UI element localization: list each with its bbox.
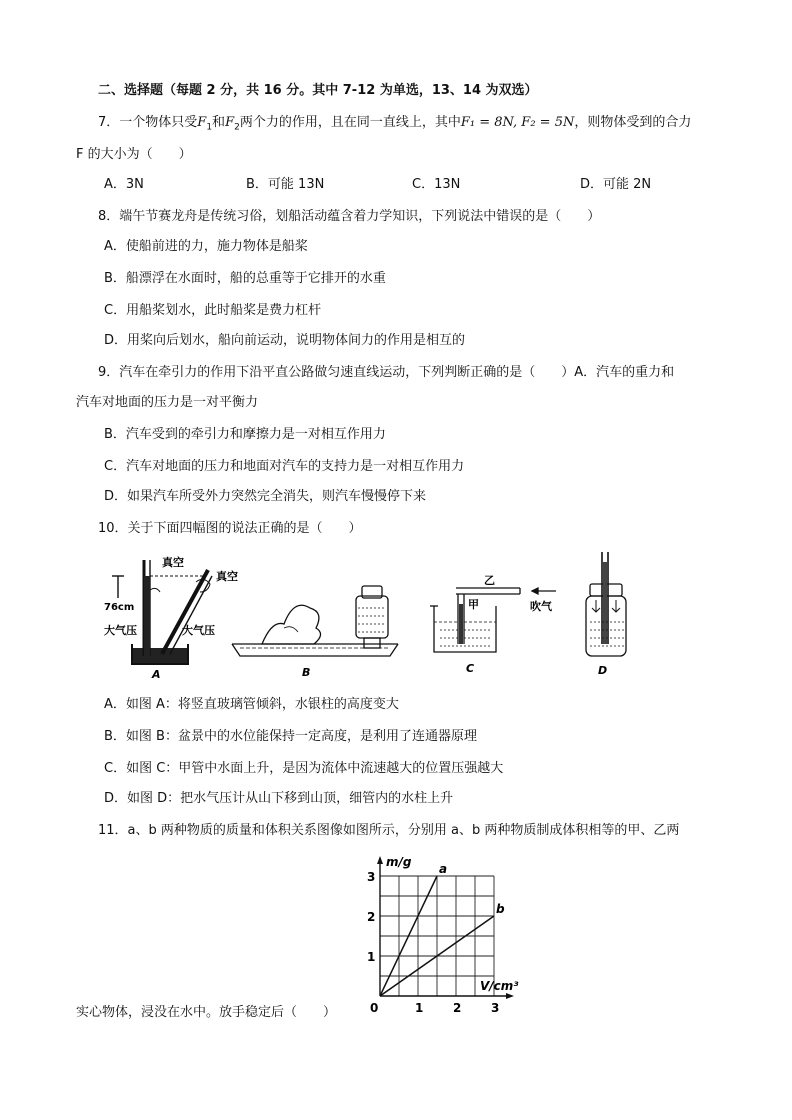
q7-f1-sub: 1 (206, 122, 213, 133)
x-axis-label: V/cm³ (480, 979, 519, 993)
q7-f2: F (225, 115, 235, 130)
q9-option-c: C．汽车对地面的压力和地面对汽车的支持力是一对相互作用力 (104, 459, 465, 474)
figure-b-bonsai (232, 586, 398, 656)
x-tick-label: 0 (370, 1001, 379, 1015)
y-tick-label: 1 (367, 950, 376, 964)
fig-a-vacuum-label-2: 真空 (216, 570, 238, 583)
fig-c-jia-label: 甲 (468, 598, 479, 611)
fig-a-height-label: 76cm (104, 602, 135, 613)
q7-stem-line1 (98, 114, 691, 137)
q8-option-c: C．用船桨划水，此时船桨是费力杠杆 (104, 303, 322, 318)
q7-stem-b: 两个力的作用，且在同一直线上，其中 (239, 115, 461, 130)
x-axis-arrow (506, 993, 514, 999)
y-axis-label: m/g (386, 855, 412, 869)
q11-stem-line2: 实心物体，浸没在水中。放手稳定后（ ） (76, 1005, 337, 1020)
y-axis-arrow (377, 856, 383, 864)
figure-c-blowing (430, 588, 556, 652)
q8-option-a: A．使船前进的力，施力物体是船桨 (104, 239, 308, 254)
fig-d-letter: D (598, 664, 608, 677)
q10-option-d: D．如图 D：把水气压计从山下移到山顶，细管内的水柱上升 (104, 791, 454, 806)
fig-a-letter: A (152, 668, 161, 681)
q10-option-c: C．如图 C：甲管中水面上升，是因为流体中流速越大的位置压强越大 (104, 761, 504, 776)
q10-stem: 10．关于下面四幅图的说法正确的是（ ） (98, 521, 362, 536)
q7-and: 和 (212, 115, 226, 130)
mass-volume-chart (350, 850, 550, 1020)
fig-c-blow-label: 吹气 (530, 600, 552, 613)
q7-f2-sub: 2 (234, 122, 240, 133)
q9-option-d: D．如果汽车所受外力突然完全消失，则汽车慢慢停下来 (104, 489, 427, 504)
q7-option-a: A．3N (104, 177, 144, 192)
q7-option-d: D．可能 2N (580, 177, 652, 192)
x-tick-label: 1 (415, 1001, 424, 1015)
fig-b-letter: B (302, 666, 311, 679)
q10-option-b: B．如图 B：盆景中的水位能保持一定高度，是利用了连通器原理 (104, 729, 477, 744)
q9-stem-line1: 9．汽车在牵引力的作用下沿平直公路做匀速直线运动，下列判断正确的是（ ）A．汽车的重力和 (98, 365, 675, 380)
series-label-b: b (496, 902, 505, 916)
q7-stem-line2: F 的大小为（ ） (76, 147, 192, 162)
figure-d-barometer (586, 552, 626, 656)
chart-axes (377, 856, 514, 999)
section-title: 二、选择题（每题 2 分，共 16 分。其中 7-12 为单选，13、14 为双选） (98, 83, 538, 98)
fig-a-vacuum-label-1: 真空 (162, 556, 184, 569)
q7-equation: F₁ = 8N, F₂ = 5N (460, 115, 575, 130)
q7-f1: F (197, 115, 207, 130)
chart-labels (367, 855, 519, 1015)
series-label-a: a (439, 862, 448, 876)
x-tick-label: 2 (453, 1001, 462, 1015)
chart-grid (380, 876, 494, 996)
q9-option-b: B．汽车受到的牵引力和摩擦力是一对相互作用力 (104, 427, 386, 442)
fig-c-yi-label: 乙 (484, 574, 495, 587)
y-tick-label: 2 (367, 910, 376, 924)
q9-stem-line2: 汽车对地面的压力是一对平衡力 (76, 395, 259, 410)
q11-stem: 11．a、b 两种物质的质量和体积关系图像如图所示，分别用 a、b 两种物质制成体积相等的甲、乙两 (98, 823, 680, 838)
q7-option-c: C．13N (412, 177, 461, 192)
y-tick-label: 3 (367, 870, 376, 884)
q8-option-b: B．船漂浮在水面时，船的总重等于它排开的水重 (104, 271, 386, 286)
fig-a-atm-label-2: 大气压 (182, 624, 215, 637)
q8-option-d: D．用桨向后划水，船向前运动，说明物体间力的作用是相互的 (104, 333, 466, 348)
q7-option-b: B．可能 13N (246, 177, 325, 192)
fig-c-letter: C (466, 662, 475, 675)
q7-stem-a: 7．一个物体只受 (98, 115, 198, 130)
q10-figure (100, 548, 640, 682)
fig-a-atm-label-1: 大气压 (104, 624, 137, 637)
q7-stem-c: ，则物体受到的合力 (574, 115, 692, 130)
x-tick-label: 3 (491, 1001, 500, 1015)
q10-option-a: A．如图 A：将竖直玻璃管倾斜，水银柱的高度变大 (104, 697, 399, 712)
q8-stem: 8．端午节赛龙舟是传统习俗，划船活动蕴含着力学知识，下列说法中错误的是（ ） (98, 209, 601, 224)
